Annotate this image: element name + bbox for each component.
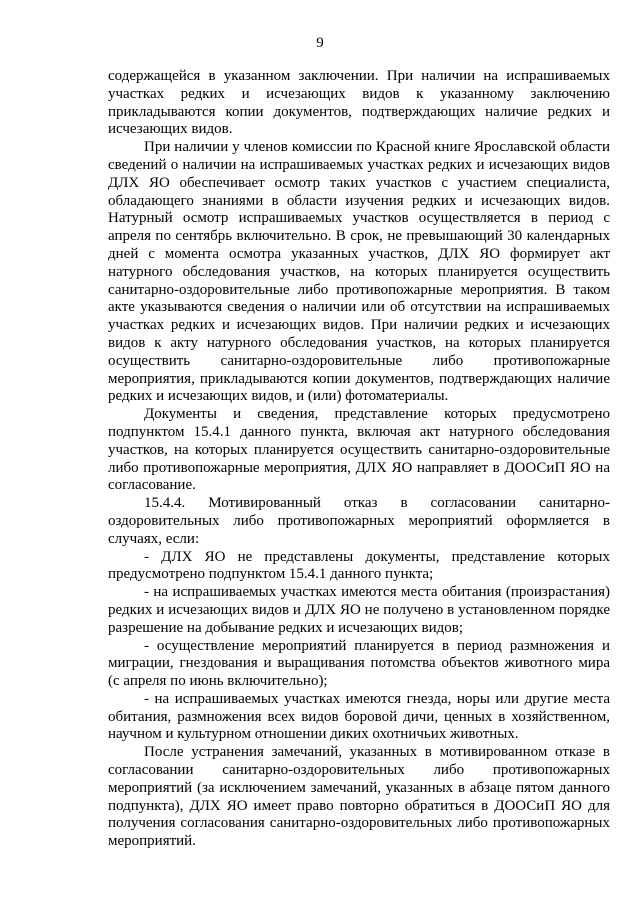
list-item-refusal-reason-2: - на испрашиваемых участках имеются места обитания (произрастания) редких и исчезающих видов и ДЛХ ЯО не получено в установленном порядке разрешение на добывание редких и исчезающих видов; [108, 584, 610, 636]
document-body [108, 68, 610, 851]
paragraph-refusal-clause: 15.4.4. Мотивированный отказ в согласовании санитарно-оздоровительных либо противопожарных мероприятий оформляется в случаях, если: [108, 495, 610, 547]
paragraph-documents-submission: Документы и сведения, представление которых предусмотрено подпунктом 15.4.1 данного пункта, включая акт натурного обследования участков, на которых планируется осуществить санитарно-оздоровительные либо противопожарные мероприятия, ДЛХ ЯО направляет в ДООСиП ЯО на согласование. [108, 406, 610, 494]
page-number: 9 [316, 35, 324, 51]
list-item-refusal-reason-1: - ДЛХ ЯО не представлены документы, представление которых предусмотрено подпунктом 15.4.1 данного пункта; [108, 548, 610, 583]
paragraph-continuation: содержащейся в указанном заключении. При наличии на испрашиваемых участках редких и исчезающих видов к указанному заключению прикладываются копии документов, подтверждающих наличие редких и исчезающих видов. [108, 68, 610, 138]
paragraph-red-book-commission: При наличии у членов комиссии по Красной книге Ярославской области сведений о наличии на испрашиваемых участках редких и исчезающих видов ДЛХ ЯО обеспечивает осмотр таких участков с участием специалиста, обладающего знаниями в области изучения редких и исчезающих видов. Натурный осмотр испрашиваемых участков осуществляется в период с апреля по сентябрь включительно. В срок, не превышающий 30 календарных дней с момента осмотра указанных участков, ДЛХ ЯО формирует акт натурного обследования участков, на которых планируется осуществить санитарно-оздоровительные либо противопожарные мероприятия. В таком акте указываются сведения о наличии или об отсутствии на испрашиваемых участках редких и исчезающих видов. При наличии редких и исчезающих видов к акту натурного обследования участков, на которых планируется осуществить санитарно-оздоровительные либо противопожарные мероприятия, прикладываются копии документов, подтверждающих наличие редких и исчезающих видов, и (или) фотоматериалы. [108, 139, 610, 405]
list-item-refusal-reason-4: - на испрашиваемых участках имеются гнезда, норы или другие места обитания, размножения всех видов боровой дичи, ценных в хозяйственном, научном и культурном отношении диких охотничьих животных. [108, 690, 610, 743]
paragraph-resubmission: После устранения замечаний, указанных в мотивированном отказе в согласовании санитарно-оздоровительных либо противопожарных мероприятий (за исключением замечаний, указанных в абзаце пятом данного подпункта), ДЛХ ЯО имеет право повторно обратиться в ДООСиП ЯО для получения согласования санитарно-оздоровительных либо противопожарных мероприятий. [108, 744, 610, 850]
list-item-refusal-reason-3: - осуществление мероприятий планируется в период размножения и миграции, гнездования и выращивания потомства объектов животного мира (с апреля по июнь включительно); [108, 637, 610, 690]
